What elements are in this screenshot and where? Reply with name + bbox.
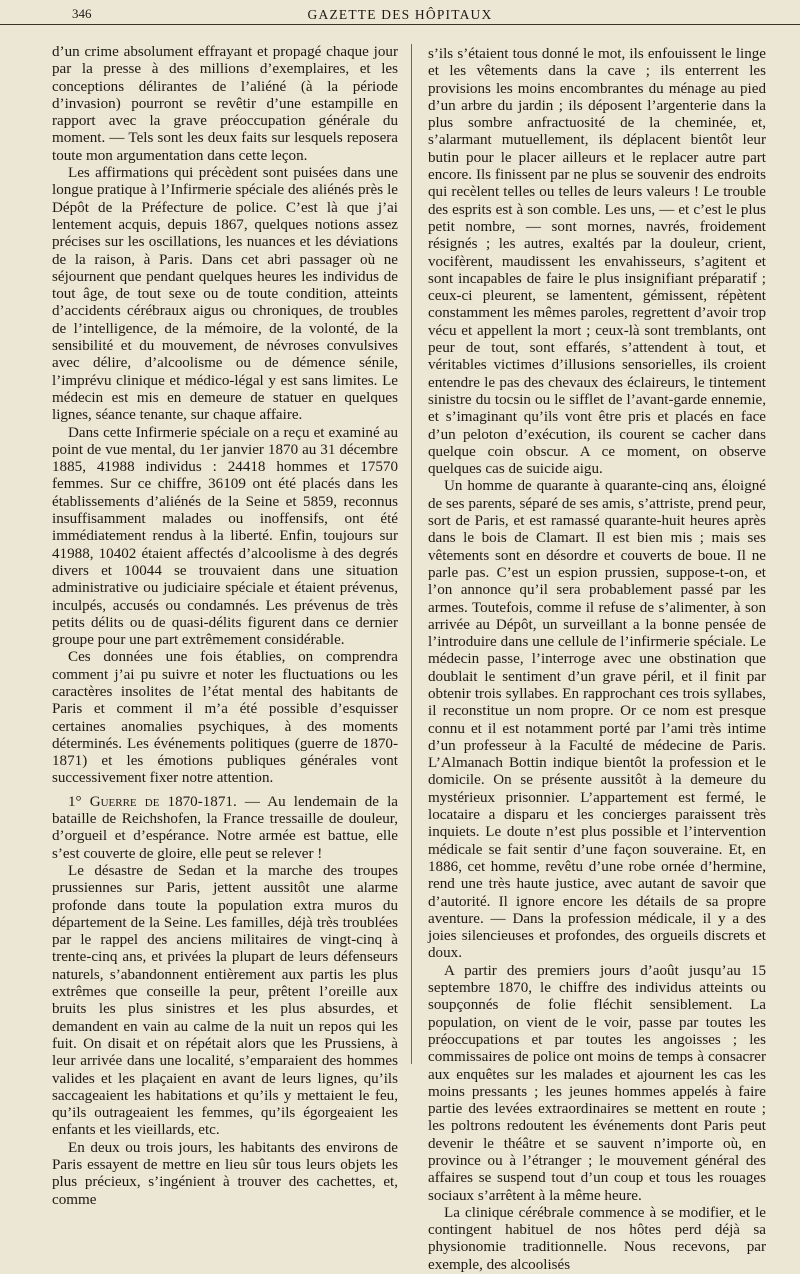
paragraph: Ces données une fois établies, on comprendra comment j’ai pu suivre et noter les fluctuations ou les caractères insolites de l’état mental des habitants de Paris et comment il m’a été possible d’esquisser certaines anomalies psychiques, à des moments déterminés. Les événements politiques (guerre de 1870-1871) et les émotions publiques générales vont successivement fixer notre attention. xyxy=(52,649,398,787)
paragraph: Les affirmations qui précèdent sont puisées dans une longue pratique à l’Infirmerie spéciale des aliénés près le Dépôt de la Préfecture de police. C’est là que j’ai lentement acquis, depuis 1867, quelques notions assez précises sur les oscillations, les nuances et les déviations de la raison, à Paris. Dans cet abri passager où ne séjournent que pendant quelques heures les individus de tout âge, de tout sexe ou de toute condition, atteints d’accidents cérébraux aigus ou chroniques, de troubles de l’intelligence, de la mémoire, de la volonté, de la sensibilité et du mouvement, de névroses convulsives avec délire, d’alcoolisme ou de démence sénile, l’imprévu clinique et médico-légal y est sans limites. Le médecin est mis en demeure de statuer en quelques lignes, séance tenante, sur chaque affaire. xyxy=(52,165,398,424)
left-column xyxy=(52,44,398,1274)
paragraph: Dans cette Infirmerie spéciale on a reçu et examiné au point de vue mental, du 1er janvier 1870 au 31 décembre 1885, 41988 individus : 24418 hommes et 17570 femmes. Sur ce chiffre, 36109 ont été placés dans les établissements d’aliénés de la Seine et 5859, reconnus insuffisamment malades ou inoffensifs, ont été immédiatement rendus à la liberté. Enfin, toujours sur 41988, 10402 étaient affectés d’alcoolisme à des degrés divers et 10044 se trouvaient dans une situation administrative ou judiciaire spéciale et étaient prévenus, inculpés, accusés ou condamnés. Les prévenus de très petits délits ou de quasi-délits figurent dans ce dernier groupe pour une part extrêmement considérable. xyxy=(52,424,398,649)
paragraph: La clinique cérébrale commence à se modifier, et le contingent habituel de nos hôtes perd déjà sa physionomie traditionnelle. Nous recevons, par exemple, des alcoolisés xyxy=(428,1204,766,1273)
paragraph: A partir des premiers jours d’août jusqu’au 15 septembre 1870, le chiffre des individus atteints ou soupçonnés de folie fléchit sensiblement. La population, on vient de le voir, passe par toutes les préoccupations et par toutes les angoisses ; les commissaires de police ont moins de temps à consacrer aux enquêtes sur les malades et ajournent les cas les moins pressants ; les jeunes hommes appelés à faire partie des levées extraordinaires se mettent en route ; les poltrons redoutent les événements dont Paris peut devenir le théâtre et se sauvent n’importe où, en province ou à l’étranger ; le mouvement général des affaires se suspend tout d’un coup et tous les rouages sociaux s’arrêtent à la même heure. xyxy=(428,962,766,1204)
paragraph: d’un crime absolument effrayant et propagé chaque jour par la presse à des millions d’exemplaires, et les conceptions délirantes de l’aliéné (à la période d’invasion) pourront se revêtir d’une estampille en rapport avec la grave préoccupation générale du moment. — Tels sont les deux faits sur lesquels reposera toute mon argumentation dans cette leçon. xyxy=(52,44,398,164)
section-paragraph xyxy=(52,794,398,863)
paragraph: Le désastre de Sedan et la marche des troupes prussiennes sur Paris, jettent aussitôt une alarme profonde dans toute la population extra muros du département de la Seine. Les familles, déjà très troublées par le rappel des anciens militaires de vingt-cinq à trente-cinq ans, et privées la plupart de leurs défenseurs naturels, s’abandonnent entièrement aux partis les plus extrêmes que conseille la peur, prêtent l’oreille aux bruits les plus sinistres et les plus absurdes, et demandent en vain au calme de la nuit un repos qui les fuit. On disait et on répétait alors que les Prussiens, à leur arrivée dans une localité, s’emparaient des hommes valides et les plaçaient en avant de leurs lignes, qu’ils saccageaient les habitations et qu’ils y mettaient le feu, qu’ils outrageaient les femmes, qu’ils égorgeaient les enfants et les vieillards, etc. xyxy=(52,862,398,1139)
journal-title: GAZETTE DES HÔPITAUX xyxy=(307,7,493,22)
paragraph: En deux ou trois jours, les habitants des environs de Paris essayent de mettre en lieu sûr tous leurs objets les plus précieux, s’ingénient à trouver des cachettes, et, comme xyxy=(52,1139,398,1208)
section-heading: 1° Guerre de 1870-1871. xyxy=(68,793,237,810)
page-header xyxy=(0,4,800,25)
paragraph: Un homme de quarante à quarante-cinq ans, éloigné de ses parents, séparé de ses amis, s’attriste, prend peur, sort de Paris, et est ramassé quarante-huit heures après dans le bois de Clamart. Il est bien mis ; mais ses vêtements sont en désordre et couverts de boue. Il ne parle pas. C’est un espion prussien, suppose-t-on, et l’on annonce qu’il sera probablement passé par les armes. Toutefois, comme il refuse de s’alimenter, à son arrivée au Dépôt, un surveillant a la bonne pensée de l’introduire dans une cellule de l’infirmerie spéciale. Le médecin passe, l’interroge avec une obstination que doublait le sentiment d’un grave péril, et il finit par obtenir trois syllabes. En rapprochant ces trois syllabes, il reconstitue un nom propre. Or ce nom est presque connu et il est notamment porté par l’ami très intime d’un professeur à la Faculté de médecine de Paris. L’Almanach Bottin indique bientôt la profession et le domicile. On se présente aussitôt à la demeure du mystérieux prisonnier. L’appartement est fermé, le locataire a disparu et les concierges paraissent très inquiets. Le doute n’est plus possible et l’intervention médicale se fait sentir d’une façon souveraine. Et, en 1886, cet homme, revêtu d’une robe ornée d’hermine, rend une très haute justice, avec autant de savoir que d’autorité. Il ignore encore les détails de sa propre aventure. — Dans la profession médicale, il y a des joies silencieuses et profondes, des orgueils discrets et doux. xyxy=(428,478,766,962)
right-column xyxy=(428,44,766,1274)
paragraph: s’ils s’étaient tous donné le mot, ils enfouissent le linge et les vêtements dans la cave ; ils enterrent les provisions les moins encombrantes du ménage au pied d’un arbre du jardin ; ils déposent l’argenterie dans la plus sombre anfractuosité de la cheminée, et, s’alarmant mutuellement, ils déplacent bientôt leur butin pour le placer ailleurs et le replacer autre part encore. Ils finissent par ne plus se souvenir des endroits qui recèlent telles ou telles de leurs valeurs ! Le trouble des esprits est à son comble. Les uns, — et c’est le plus petit nombre, — sont mornes, navrés, froidement résignés ; les autres, exaltés par la douleur, crient, vocifèrent, maudissent les envahisseurs, s’agitent et sont incapables de faire le plus insignifiant préparatif ; ceux-ci pleurent, se lamentent, gémissent, répètent constamment les mêmes paroles, regrettent d’avoir trop vécu et appellent la mort ; ceux-là sont tremblants, ont peur de tout, sont effarés, s’attendent à tout, et véritables victimes d’illusions sensorielles, ils croient entendre le pas des chevaux des éclaireurs, le tintement sinistre du tocsin ou le sifflet de l’avant-garde ennemie, et s’imaginant qu’ils vont être pris et placés en face d’un peloton d’exécution, ils courent se cacher dans quelque coin obscur. A ce moment, on observe quelques cas de suicide aigu. xyxy=(428,46,766,478)
section-heading-text: — Au lendemain de la bataille de Reichshofen, la France tressaille de douleur, d’orgueil et d’espérance. Notre armée est battue, elle s’est couverte de gloire, elle peut se relever ! xyxy=(52,793,398,862)
page-number: 346 xyxy=(72,6,92,21)
article-columns xyxy=(52,44,766,1274)
